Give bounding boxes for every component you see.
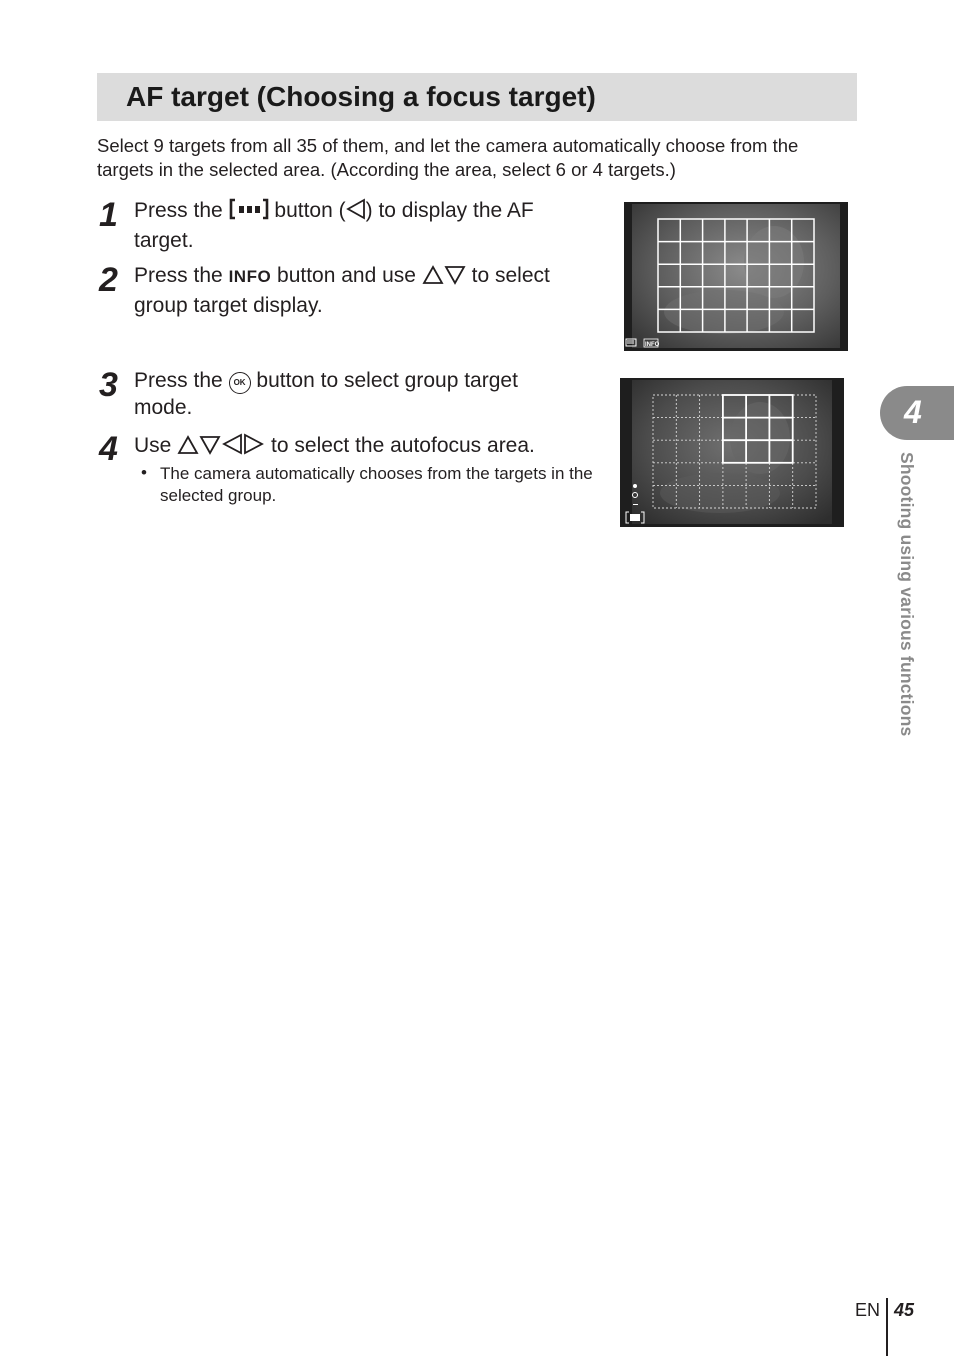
step-1-part-d: target. [134, 229, 194, 252]
up-arrow-icon [422, 265, 444, 292]
step-1-part-c: ) to display the AF [365, 199, 534, 222]
step-1-number: 1 [99, 196, 118, 234]
section-title-bar [97, 73, 857, 121]
step-2-part-c: to select [471, 264, 550, 287]
step-3-number: 3 [99, 366, 118, 404]
info-button-label: INFO [228, 267, 272, 286]
step-2-number: 2 [99, 261, 118, 299]
info-icon-label: INFO [645, 342, 660, 348]
ok-button-icon: OK [229, 372, 251, 394]
chapter-number: 4 [904, 394, 922, 430]
bullet-note: The camera automatically chooses from the targets in the selected group. [160, 464, 593, 505]
bullet-mark: • [141, 463, 147, 482]
page-title: AF target (Choosing a focus target) [126, 81, 596, 112]
step-3-part-b: button to select group target [256, 369, 518, 392]
up-arrow-icon [177, 435, 199, 462]
step-4-part-a: Use [134, 434, 172, 457]
step-3-part-a: Press the [134, 369, 223, 392]
step-1-part-a: Press the [134, 199, 223, 222]
step-2-part-a: Press the [134, 264, 223, 287]
step-3-text [134, 367, 604, 421]
right-arrow-icon [243, 433, 265, 462]
screen-group-target [620, 378, 844, 527]
down-arrow-icon [444, 265, 466, 292]
page-number: 45 [894, 1300, 915, 1320]
step-4-part-b: to select the autofocus area. [271, 434, 535, 457]
af-target-button-icon [229, 198, 269, 227]
screen-all-targets [624, 202, 848, 351]
left-arrow-icon [346, 198, 366, 227]
chapter-label-text: Shooting using various functions [897, 452, 917, 737]
intro-paragraph: Select 9 targets from all 35 of them, and let the camera automatically choose from the targets in the selected area. (According the area, select 6 or 4 targets.) [97, 135, 799, 180]
down-arrow-icon [199, 435, 221, 462]
step-1-text [134, 197, 604, 254]
step-2-part-d: group target display. [134, 294, 323, 317]
left-arrow-icon [221, 433, 243, 462]
chapter-tab [880, 386, 954, 440]
step-3-part-d: mode. [134, 396, 193, 419]
footer-language: EN [855, 1300, 881, 1320]
chapter-side-label [893, 452, 919, 792]
step-2-text [134, 262, 609, 319]
step-4-number: 4 [99, 430, 118, 468]
step-2-part-b: button and use [277, 264, 416, 287]
footer-divider [886, 1298, 888, 1356]
step-4-text [134, 432, 614, 462]
step-1-part-b: button ( [274, 199, 346, 222]
